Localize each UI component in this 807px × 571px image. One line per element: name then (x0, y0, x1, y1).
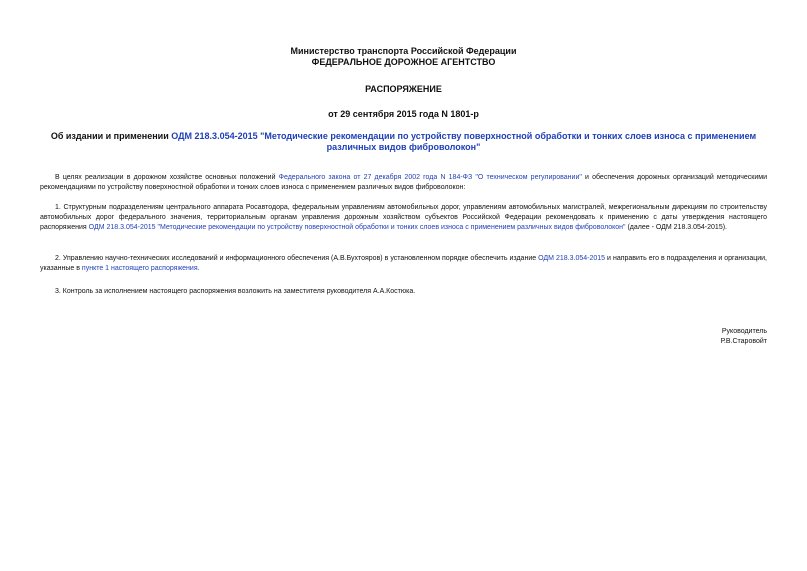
paragraph-item-1: 1. Структурным подразделениям центрального аппарата Росавтодора, федеральным управлениям автомобильных дорог, управлениям автомобильных магистралей, межрегиональным дирекциям по строительству автомобильных дорог федерального значения, территориальным органам управления дорожным хозяйством субъектов Российской Федерации рекомендовать к применению с даты утверждения настоящего распоряжения ОДМ 218.3.054-2015 "Методические рекомендации по устройству поверхностной обработки и тонких слоев износа с применением различных видов фиброволокон" (далее - ОДМ 218.3.054-2015). (40, 204, 767, 231)
odm-link-item-1[interactable]: ОДМ 218.3.054-2015 "Методические рекомендации по устройству поверхностной обработки и тонких слоев износа с применением различных видов фиброволокон" (88, 224, 626, 231)
subject-prefix: Об издании и применении (50, 131, 172, 141)
document-date: от 29 сентября 2015 года N 1801-р (328, 109, 479, 119)
signature-title: Руководитель (721, 328, 767, 335)
signature-name: Р.В.Старовойт (720, 338, 767, 345)
paragraph-item-2: 2. Управлению научно-технических исследований и информационного обеспечения (А.В.Бухтояров) в установленном порядке обеспечить издание ОДМ 218.3.054-2015 и направить его в подразделения и организации, указанные в пункте 1 настоящего распоряжения. (40, 255, 767, 272)
document-type: РАСПОРЯЖЕНИЕ (365, 84, 442, 94)
agency-name: ФЕДЕРАЛЬНОЕ ДОРОЖНОЕ АГЕНТСТВО (311, 57, 496, 67)
federal-law-link[interactable]: Федерального закона от 27 декабря 2002 года N 184-ФЗ "О техническом регулировании" (278, 174, 582, 181)
document-subject (40, 131, 767, 153)
signature-block (467, 327, 767, 347)
paragraph-preamble: В целях реализации в дорожном хозяйстве основных положений Федерального закона от 27 декабря 2002 года N 184-ФЗ "О техническом регулировании" и обеспечения дорожных организаций методическими рекомендациями по устройству поверхностной обработки и тонких слоев износа с применением различных видов фиброволокон: (40, 174, 767, 191)
item-1-reference-link[interactable]: пункте 1 настоящего распоряжения (81, 265, 198, 272)
subject-odm-link[interactable]: ОДМ 218.3.054-2015 "Методические рекомендации по устройству поверхностной обработки и тонких слоев износа с применением различных видов фиброволокон" (171, 131, 757, 152)
paragraph-item-3: 3. Контроль за исполнением настоящего распоряжения возложить на заместителя руководителя А.А.Костюка. (55, 288, 416, 295)
ministry-name: Министерство транспорта Российской Федерации (290, 46, 517, 56)
document-header (0, 46, 807, 120)
odm-link-item-2[interactable]: ОДМ 218.3.054-2015 (538, 255, 606, 262)
